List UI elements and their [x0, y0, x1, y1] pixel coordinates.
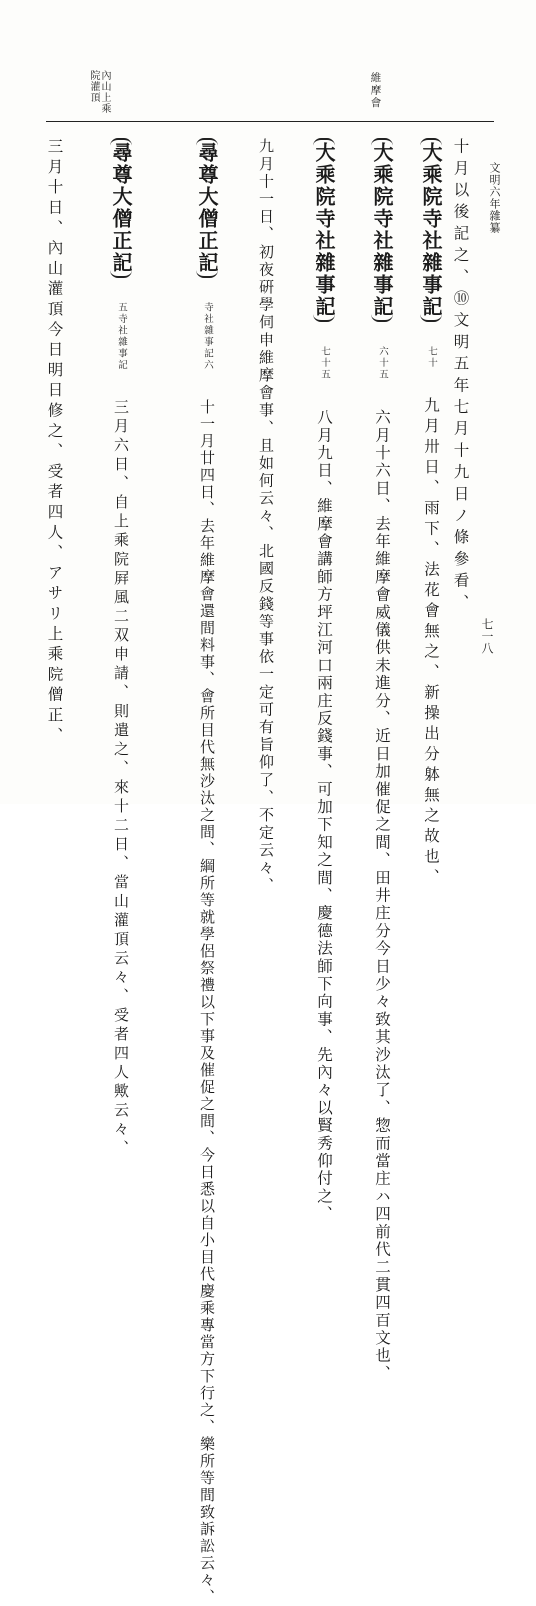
source-entry: [313, 138, 335, 1223]
source-note: 寺社雜事記六: [202, 302, 213, 371]
page-number: 七一八: [480, 618, 494, 654]
entry-text: 十月以後記之、⑩文明五年七月十九日ノ條參看、: [451, 138, 470, 616]
source-title: 大乘院寺社雜事記: [313, 138, 335, 322]
header-note-vimalakirti: 維摩會: [369, 72, 382, 110]
source-title: 大乘院寺社雜事記: [371, 138, 393, 322]
source-entry: [371, 138, 393, 1382]
source-entry: [110, 138, 132, 1159]
entry-text: 三月六日、自上乘院屛風二双申請、則遣之、來十二日、當山灌頂云々、受者四人歟云々、: [112, 399, 130, 1159]
running-head: 文明六年雜纂: [488, 162, 501, 234]
entry-text: 十一月廿四日、去年維摩會還間料事、會所目代無沙汰之間、綱所等就學侶祭禮以下事及催促之間、今日悉以自小目代慶乘專當方下行之、樂所等間致訴訟云々、: [198, 399, 216, 1606]
source-title: 尋尊大僧正記: [110, 138, 132, 278]
source-note: 五寺社雜事記: [116, 302, 127, 371]
source-note: 七十: [426, 346, 437, 369]
entry-text: 九月十一日、初夜硏學伺申維摩會事、且如何云々、北國反錢等事依一定可有旨仰了、不定云々、: [257, 138, 275, 895]
entry-text: 八月九日、維摩會講師方坪江河口兩庄反錢事、可加下知之間、慶德法師下向事、先內々以賢秀仰付之、: [315, 408, 333, 1223]
header-note-kanjo: 內山上乘院灌頂: [88, 70, 110, 114]
source-title: 大乘院寺社雜事記: [420, 138, 442, 322]
source-entry: [196, 138, 218, 1606]
entry-text: 九月卅日、雨下、法花會無之、新操出分躰無之故也、: [422, 397, 440, 889]
entry-text: 三月十日、內山灌頂今日明日修之、受者四人、アサリ上乘院僧正、: [45, 138, 64, 747]
source-note: 七十五: [319, 346, 330, 381]
source-note: 六十五: [377, 346, 388, 381]
header-rule: [46, 121, 494, 122]
source-title: 尋尊大僧正記: [196, 138, 218, 278]
entry-text: 六月十六日、去年維摩會威儀供未進分、近日加催促之間、田井庄分今日少々致其沙汰了、惣而當庄ハ四前代二貫四百文也、: [373, 408, 391, 1382]
source-entry: [420, 138, 442, 889]
